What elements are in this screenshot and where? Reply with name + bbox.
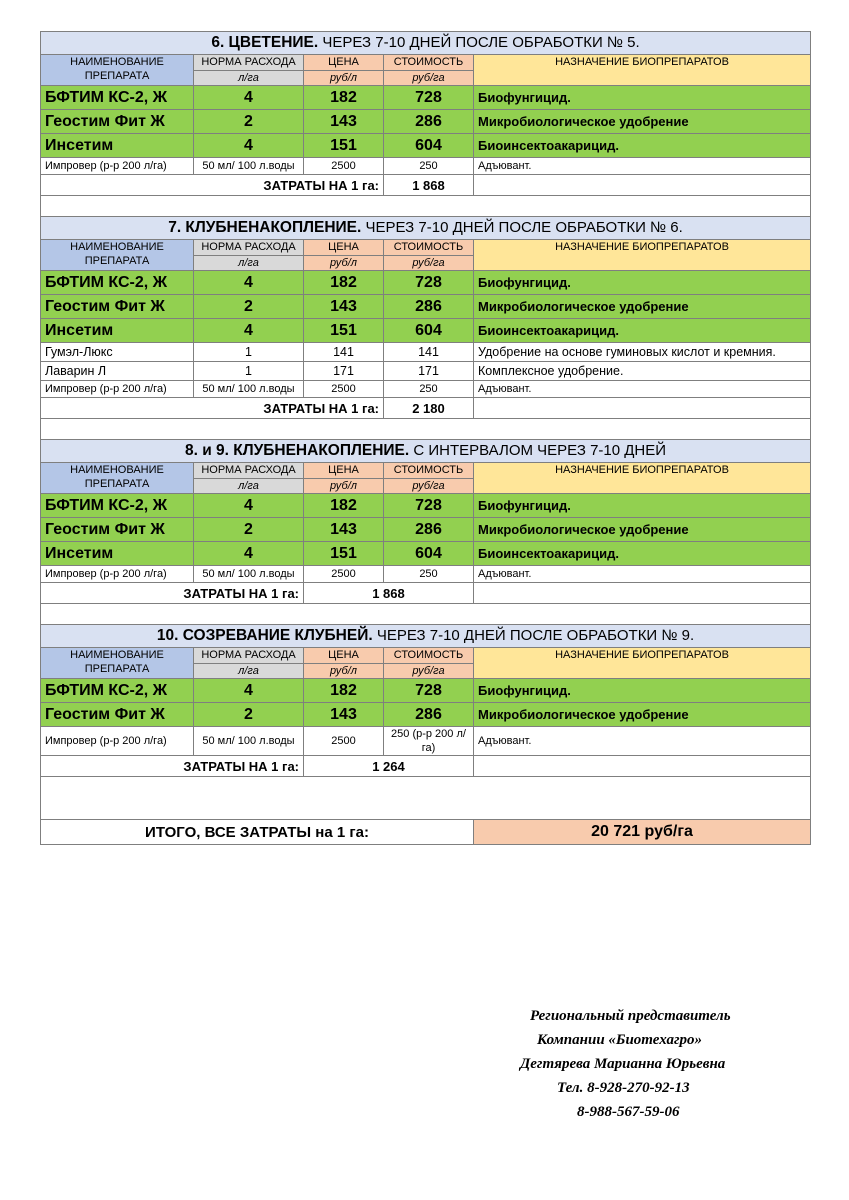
total-label: ЗАТРАТЫ НА 1 га: [41, 583, 304, 604]
product-price: 2500 [304, 381, 384, 398]
header-purpose: НАЗНАЧЕНИЕ БИОПРЕПАРАТОВ [474, 463, 811, 494]
product-norm: 2 [194, 110, 304, 134]
unit-price: руб/л [304, 71, 384, 86]
product-norm: 4 [194, 86, 304, 110]
total-blank [474, 583, 811, 604]
product-price: 151 [304, 319, 384, 343]
total-label: ЗАТРАТЫ НА 1 га: [41, 756, 304, 777]
product-row [41, 381, 811, 398]
product-purpose: Биофунгицид. [474, 86, 811, 110]
spacer-cell [41, 604, 811, 625]
signature-block [515, 1004, 731, 1124]
product-price: 171 [304, 362, 384, 381]
product-norm: 2 [194, 518, 304, 542]
product-cost: 728 [384, 679, 474, 703]
product-price: 2500 [304, 158, 384, 175]
product-purpose: Микробиологическое удобрение [474, 295, 811, 319]
product-purpose: Микробиологическое удобрение [474, 110, 811, 134]
product-cost: 604 [384, 134, 474, 158]
signature-line: Дегтярева Марианна Юрьевна [520, 1056, 726, 1072]
header-norm: НОРМА РАСХОДА [194, 463, 304, 479]
header-purpose: НАЗНАЧЕНИЕ БИОПРЕПАРАТОВ [474, 55, 811, 86]
header-cost: СТОИМОСТЬ [384, 463, 474, 479]
product-name: Инсетим [41, 134, 194, 158]
section-title [41, 217, 811, 240]
section-title-note: ЧЕРЕЗ 7-10 ДНЕЙ ПОСЛЕ ОБРАБОТКИ № 5. [318, 34, 640, 51]
product-purpose: Биоинсектоакарицид. [474, 542, 811, 566]
section-title-row [41, 32, 811, 55]
header-purpose: НАЗНАЧЕНИЕ БИОПРЕПАРАТОВ [474, 648, 811, 679]
header-norm: НОРМА РАСХОДА [194, 55, 304, 71]
section-total-row [41, 175, 811, 196]
product-name: Гумэл-Люкс [41, 343, 194, 362]
section-total-row [41, 756, 811, 777]
product-purpose: Биоинсектоакарицид. [474, 319, 811, 343]
product-price: 143 [304, 518, 384, 542]
section-title-note: С ИНТЕРВАЛОМ ЧЕРЕЗ 7-10 ДНЕЙ [409, 442, 667, 459]
spacer-cell [41, 419, 811, 440]
product-purpose: Адъювант. [474, 566, 811, 583]
product-cost: 250 (р-р 200 л/га) [384, 727, 474, 756]
section-title-main: 6. ЦВЕТЕНИЕ. [211, 34, 319, 51]
product-price: 182 [304, 271, 384, 295]
product-row [41, 86, 811, 110]
unit-price: руб/л [304, 256, 384, 271]
product-name: Геостим Фит Ж [41, 703, 194, 727]
section-title-main: 7. КЛУБНЕНАКОПЛЕНИЕ. [168, 219, 362, 236]
product-price: 143 [304, 295, 384, 319]
section-title [41, 625, 811, 648]
product-norm: 2 [194, 295, 304, 319]
signature-line: 8-988-567-59-06 [577, 1104, 680, 1120]
grand-total-value: 20 721 руб/га [474, 820, 811, 845]
product-row [41, 319, 811, 343]
product-cost: 604 [384, 319, 474, 343]
product-purpose: Адъювант. [474, 381, 811, 398]
total-value: 1 868 [304, 583, 474, 604]
product-cost: 250 [384, 381, 474, 398]
unit-norm: л/га [194, 664, 304, 679]
product-cost: 171 [384, 362, 474, 381]
unit-cost: руб/га [384, 71, 474, 86]
product-name: Лаварин Л [41, 362, 194, 381]
product-price: 143 [304, 110, 384, 134]
header-price: ЦЕНА [304, 55, 384, 71]
product-cost: 728 [384, 271, 474, 295]
product-cost: 728 [384, 86, 474, 110]
header-price: ЦЕНА [304, 240, 384, 256]
product-purpose: Биофунгицид. [474, 271, 811, 295]
header-cost: СТОИМОСТЬ [384, 240, 474, 256]
section-title-main: 8. и 9. КЛУБНЕНАКОПЛЕНИЕ. [184, 442, 410, 459]
spacer-row [41, 196, 811, 217]
treatment-cost-table [40, 31, 811, 845]
header-cost: СТОИМОСТЬ [384, 648, 474, 664]
product-cost: 141 [384, 343, 474, 362]
product-name: Геостим Фит Ж [41, 110, 194, 134]
grand-total-label: ИТОГО, ВСЕ ЗАТРАТЫ на 1 га: [41, 820, 474, 845]
total-value: 1 264 [304, 756, 474, 777]
header-price: ЦЕНА [304, 648, 384, 664]
product-purpose: Микробиологическое удобрение [474, 518, 811, 542]
product-norm: 1 [194, 362, 304, 381]
product-price: 182 [304, 494, 384, 518]
product-row [41, 134, 811, 158]
section-title-main: 10. СОЗРЕВАНИЕ КЛУБНЕЙ. [156, 627, 373, 644]
product-cost: 286 [384, 518, 474, 542]
column-header-row [41, 463, 811, 479]
product-row [41, 542, 811, 566]
product-norm: 4 [194, 542, 304, 566]
unit-price: руб/л [304, 664, 384, 679]
product-cost: 286 [384, 703, 474, 727]
header-price: ЦЕНА [304, 463, 384, 479]
product-name: Геостим Фит Ж [41, 518, 194, 542]
spacer-cell [41, 196, 811, 217]
signature-line: Тел. 8-928-270-92-13 [557, 1080, 690, 1096]
unit-price: руб/л [304, 479, 384, 494]
product-purpose: Биоинсектоакарицид. [474, 134, 811, 158]
section-title-note: ЧЕРЕЗ 7-10 ДНЕЙ ПОСЛЕ ОБРАБОТКИ № 6. [361, 219, 683, 236]
product-name: БФТИМ КС-2, Ж [41, 271, 194, 295]
product-row [41, 343, 811, 362]
product-row [41, 158, 811, 175]
unit-norm: л/га [194, 479, 304, 494]
header-norm: НОРМА РАСХОДА [194, 240, 304, 256]
total-blank [474, 398, 811, 419]
product-name: Импровер (р-р 200 л/га) [41, 158, 194, 175]
product-purpose: Комплексное удобрение. [474, 362, 811, 381]
column-header-row [41, 648, 811, 664]
spacer-cell [41, 777, 811, 820]
product-norm: 4 [194, 134, 304, 158]
product-price: 2500 [304, 566, 384, 583]
header-purpose: НАЗНАЧЕНИЕ БИОПРЕПАРАТОВ [474, 240, 811, 271]
product-norm: 4 [194, 494, 304, 518]
product-cost: 286 [384, 110, 474, 134]
product-row [41, 727, 811, 756]
product-price: 141 [304, 343, 384, 362]
product-price: 143 [304, 703, 384, 727]
signature-line: Компании «Биотехагро» [537, 1032, 703, 1048]
unit-cost: руб/га [384, 664, 474, 679]
unit-cost: руб/га [384, 479, 474, 494]
product-row [41, 566, 811, 583]
unit-norm: л/га [194, 71, 304, 86]
section-title [41, 440, 811, 463]
section-title-row [41, 440, 811, 463]
section-total-row [41, 583, 811, 604]
product-price: 182 [304, 86, 384, 110]
product-cost: 286 [384, 295, 474, 319]
product-purpose: Биофунгицид. [474, 679, 811, 703]
product-purpose: Удобрение на основе гуминовых кислот и кремния. [474, 343, 811, 362]
product-price: 182 [304, 679, 384, 703]
product-norm: 1 [194, 343, 304, 362]
product-cost: 728 [384, 494, 474, 518]
column-header-row [41, 240, 811, 256]
spacer-row [41, 604, 811, 625]
section-title-note: ЧЕРЕЗ 7-10 ДНЕЙ ПОСЛЕ ОБРАБОТКИ № 9. [372, 627, 695, 644]
product-purpose: Адъювант. [474, 158, 811, 175]
total-blank [474, 175, 811, 196]
column-header-row [41, 55, 811, 71]
header-name: НАИМЕНОВАНИЕ ПРЕПАРАТА [41, 463, 194, 494]
product-norm: 2 [194, 703, 304, 727]
header-name: НАИМЕНОВАНИЕ ПРЕПАРАТА [41, 240, 194, 271]
product-row [41, 295, 811, 319]
section-total-row [41, 398, 811, 419]
signature-line: Региональный представитель [530, 1008, 731, 1024]
section-title-row [41, 217, 811, 240]
total-value: 1 868 [384, 175, 474, 196]
product-norm: 4 [194, 271, 304, 295]
section-title [41, 32, 811, 55]
product-norm: 50 мл/ 100 л.воды [194, 158, 304, 175]
product-norm: 50 мл/ 100 л.воды [194, 727, 304, 756]
product-norm: 4 [194, 319, 304, 343]
grand-total-row [41, 820, 811, 845]
product-cost: 250 [384, 158, 474, 175]
total-value: 2 180 [384, 398, 474, 419]
product-row [41, 703, 811, 727]
product-row [41, 271, 811, 295]
product-norm: 4 [194, 679, 304, 703]
header-name: НАИМЕНОВАНИЕ ПРЕПАРАТА [41, 55, 194, 86]
total-blank [474, 756, 811, 777]
header-cost: СТОИМОСТЬ [384, 55, 474, 71]
product-row [41, 494, 811, 518]
product-row [41, 110, 811, 134]
product-row [41, 518, 811, 542]
product-cost: 250 [384, 566, 474, 583]
product-name: Импровер (р-р 200 л/га) [41, 381, 194, 398]
product-price: 151 [304, 542, 384, 566]
product-name: БФТИМ КС-2, Ж [41, 494, 194, 518]
product-price: 2500 [304, 727, 384, 756]
product-name: Импровер (р-р 200 л/га) [41, 566, 194, 583]
header-norm: НОРМА РАСХОДА [194, 648, 304, 664]
product-name: БФТИМ КС-2, Ж [41, 679, 194, 703]
product-name: Импровер (р-р 200 л/га) [41, 727, 194, 756]
product-name: Инсетим [41, 319, 194, 343]
product-name: БФТИМ КС-2, Ж [41, 86, 194, 110]
total-label: ЗАТРАТЫ НА 1 га: [41, 175, 384, 196]
product-name: Геостим Фит Ж [41, 295, 194, 319]
product-purpose: Биофунгицид. [474, 494, 811, 518]
product-purpose: Адъювант. [474, 727, 811, 756]
product-price: 151 [304, 134, 384, 158]
product-cost: 604 [384, 542, 474, 566]
product-row [41, 679, 811, 703]
header-name: НАИМЕНОВАНИЕ ПРЕПАРАТА [41, 648, 194, 679]
product-name: Инсетим [41, 542, 194, 566]
unit-cost: руб/га [384, 256, 474, 271]
unit-norm: л/га [194, 256, 304, 271]
product-purpose: Микробиологическое удобрение [474, 703, 811, 727]
product-norm: 50 мл/ 100 л.воды [194, 566, 304, 583]
total-label: ЗАТРАТЫ НА 1 га: [41, 398, 384, 419]
spacer-row [41, 419, 811, 440]
product-norm: 50 мл/ 100 л.воды [194, 381, 304, 398]
section-title-row [41, 625, 811, 648]
product-row [41, 362, 811, 381]
spacer-row [41, 777, 811, 820]
